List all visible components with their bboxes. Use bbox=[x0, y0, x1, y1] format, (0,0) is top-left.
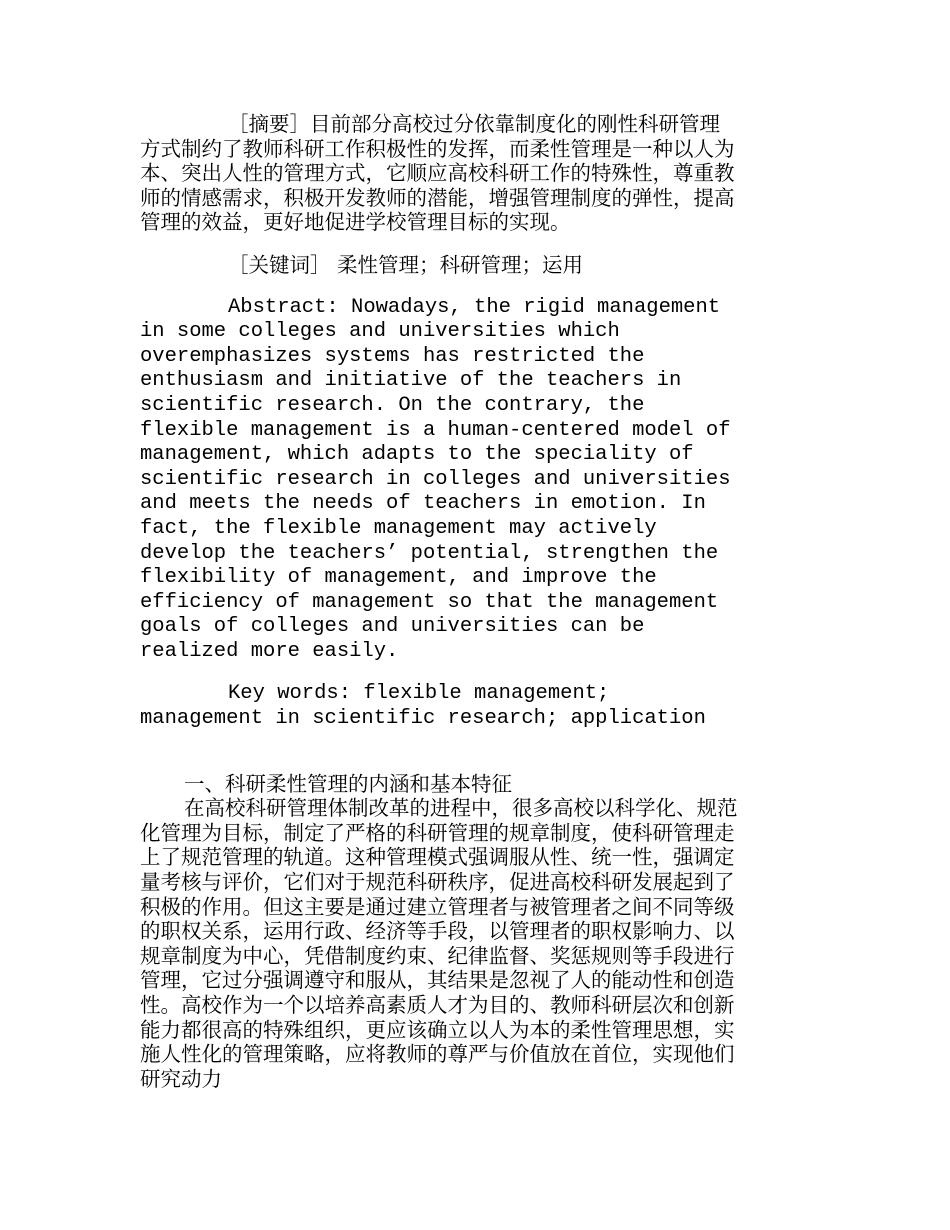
abstract-english: Abstract: Nowadays, the rigid management in some colleges and universities which overemphasizes systems has restricted the enthusiasm and initiative of the teachers in scientific research. On the contrary, the flexible management is a human-centered model of management, which adapts to the speciality of scientific research in colleges and universities and meets the needs of teachers in emotion. In fact, the flexible management may actively develop the teachers’ potential, strengthen the flexibility of management, and improve the efficiency of management so that the management goals of colleges and universities can be realized more easily. bbox=[140, 295, 743, 663]
body-paragraph: 在高校科研管理体制改革的进程中，很多高校以科学化、规范化管理为目标，制定了严格的科研管理的规章制度，使科研管理走上了规范管理的轨道。这种管理模式强调服从性、统一性，强调定量考核与评价，它们对于规范科研秩序，促进高校科研发展起到了积极的作用。但这主要是通过建立管理者与被管理者之间不同等级的职权关系，运用行政、经济等手段，以管理者的职权影响力、以规章制度为中心，凭借制度约束、纪律监督、奖惩规则等手段进行管理，它过分强调遵守和服从，其结果是忽视了人的能动性和创造性。高校作为一个以培养高素质人才为目的、教师科研层次和创新能力都很高的特殊组织，更应该确立以人为本的柔性管理思想，实施人性化的管理策略，应将教师的尊严与价值放在首位，实现他们研究动力 bbox=[140, 796, 738, 1091]
abstract-chinese: ［摘要］目前部分高校过分依靠制度化的刚性科研管理方式制约了教师科研工作积极性的发挥，而柔性管理是一种以人为本、突出人性的管理方式，它顺应高校科研工作的特殊性，尊重教师的情感需求，积极开发教师的潜能，增强管理制度的弹性，提高管理的效益，更好地促进学校管理目标的实现。 bbox=[140, 112, 735, 235]
section-heading: 一、科研柔性管理的内涵和基本特征 bbox=[184, 771, 512, 796]
keywords-english: Key words: flexible management; management in scientific research; application bbox=[140, 682, 706, 731]
document-page bbox=[140, 112, 743, 1091]
keywords-chinese: ［关键词］ 柔性管理；科研管理；运用 bbox=[228, 252, 584, 277]
